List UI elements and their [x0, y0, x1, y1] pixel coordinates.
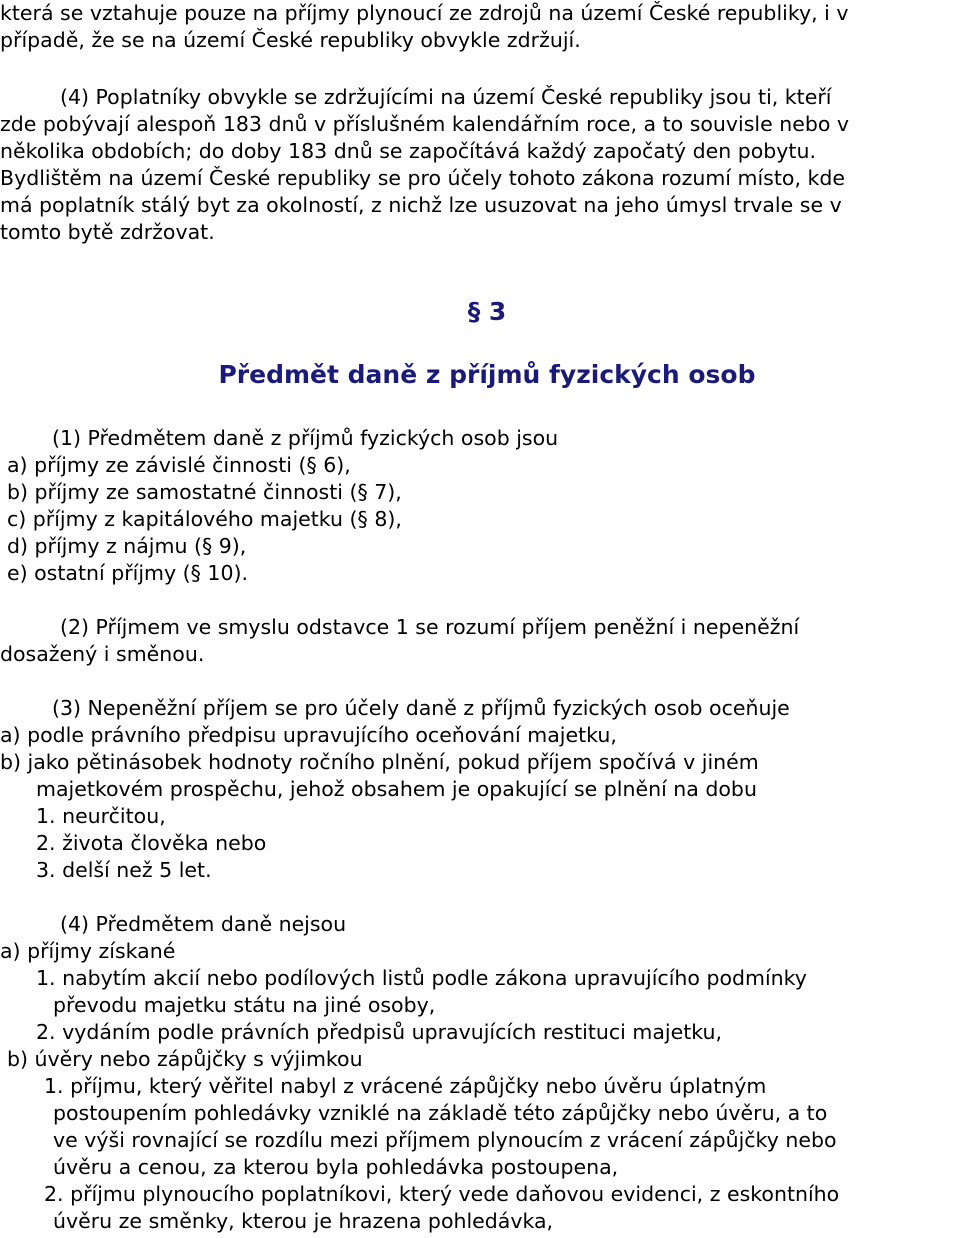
list-item: a) podle právního předpisu upravujícího oceňování majetku, — [0, 723, 617, 747]
text-line: převodu majetku státu na jiné osoby, — [53, 993, 436, 1017]
text-line: několika obdobích; do doby 183 dnů se započítává každý započatý den pobytu. — [0, 139, 816, 163]
list-item: b) úvěry nebo zápůjčky s výjimkou — [7, 1047, 363, 1071]
text-line: úvěru a cenou, za kterou byla pohledávka postoupena, — [53, 1155, 619, 1179]
list-item: 2. života člověka nebo — [36, 831, 267, 855]
text-line: postoupením pohledávky vzniklé na základě této zápůjčky nebo úvěru, a to — [53, 1101, 828, 1125]
text-line: zde pobývají alespoň 183 dnů v příslušném kalendářním roce, a to souvisle nebo v — [0, 112, 850, 136]
list-item: 1. nabytím akcií nebo podílových listů podle zákona upravujícího podmínky — [36, 966, 807, 990]
list-item: 2. příjmu plynoucího poplatníkovi, který vede daňovou evidenci, z eskontního — [44, 1182, 840, 1206]
text-line: (4) Poplatníky obvykle se zdržujícími na území České republiky jsou ti, kteří — [60, 85, 832, 109]
list-item: 2. vydáním podle právních předpisů upravujících restituci majetku, — [36, 1020, 722, 1044]
text-line: tomto bytě zdržovat. — [0, 220, 215, 244]
list-item: a) příjmy získané — [0, 939, 176, 963]
text-line: má poplatník stálý byt za okolností, z nichž lze usuzovat na jeho úmysl trvale se v — [0, 193, 842, 217]
text-line: případě, že se na území České republiky obvykle zdržují. — [0, 28, 581, 52]
text-line: (1) Předmětem daně z příjmů fyzických osob jsou — [52, 426, 559, 450]
list-item: 1. příjmu, který věřitel nabyl z vrácené zápůjčky nebo úvěru úplatným — [44, 1074, 767, 1098]
list-item: 3. delší než 5 let. — [36, 858, 212, 882]
list-item: a) příjmy ze závislé činnosti (§ 6), — [7, 453, 351, 477]
list-item: b) příjmy ze samostatné činnosti (§ 7), — [7, 480, 402, 504]
list-item: e) ostatní příjmy (§ 10). — [7, 561, 249, 585]
text-line: dosažený i směnou. — [0, 642, 205, 666]
text-line: (2) Příjmem ve smyslu odstavce 1 se rozumí příjem peněžní i nepeněžní — [60, 615, 800, 639]
list-item: c) příjmy z kapitálového majetku (§ 8), — [7, 507, 402, 531]
text-line: která se vztahuje pouze na příjmy plynoucí ze zdrojů na území České republiky, i v — [0, 1, 849, 25]
list-item: 1. neurčitou, — [36, 804, 166, 828]
section-number: § 3 — [467, 297, 507, 326]
text-line: majetkovém prospěchu, jehož obsahem je opakující se plnění na dobu — [36, 777, 757, 801]
list-item: d) příjmy z nájmu (§ 9), — [7, 534, 247, 558]
list-item: b) jako pětinásobek hodnoty ročního plnění, pokud příjem spočívá v jiném — [0, 750, 759, 774]
section-title: Předmět daně z příjmů fyzických osob — [218, 360, 756, 389]
text-line: Bydlištěm na území České republiky se pro účely tohoto zákona rozumí místo, kde — [0, 166, 845, 190]
text-line: úvěru ze směnky, kterou je hrazena pohledávka, — [53, 1209, 554, 1233]
text-line: (3) Nepeněžní příjem se pro účely daně z příjmů fyzických osob oceňuje — [52, 696, 790, 720]
text-line: ve výši rovnající se rozdílu mezi příjmem plynoucím z vrácení zápůjčky nebo — [53, 1128, 837, 1152]
text-line: (4) Předmětem daně nejsou — [60, 912, 347, 936]
